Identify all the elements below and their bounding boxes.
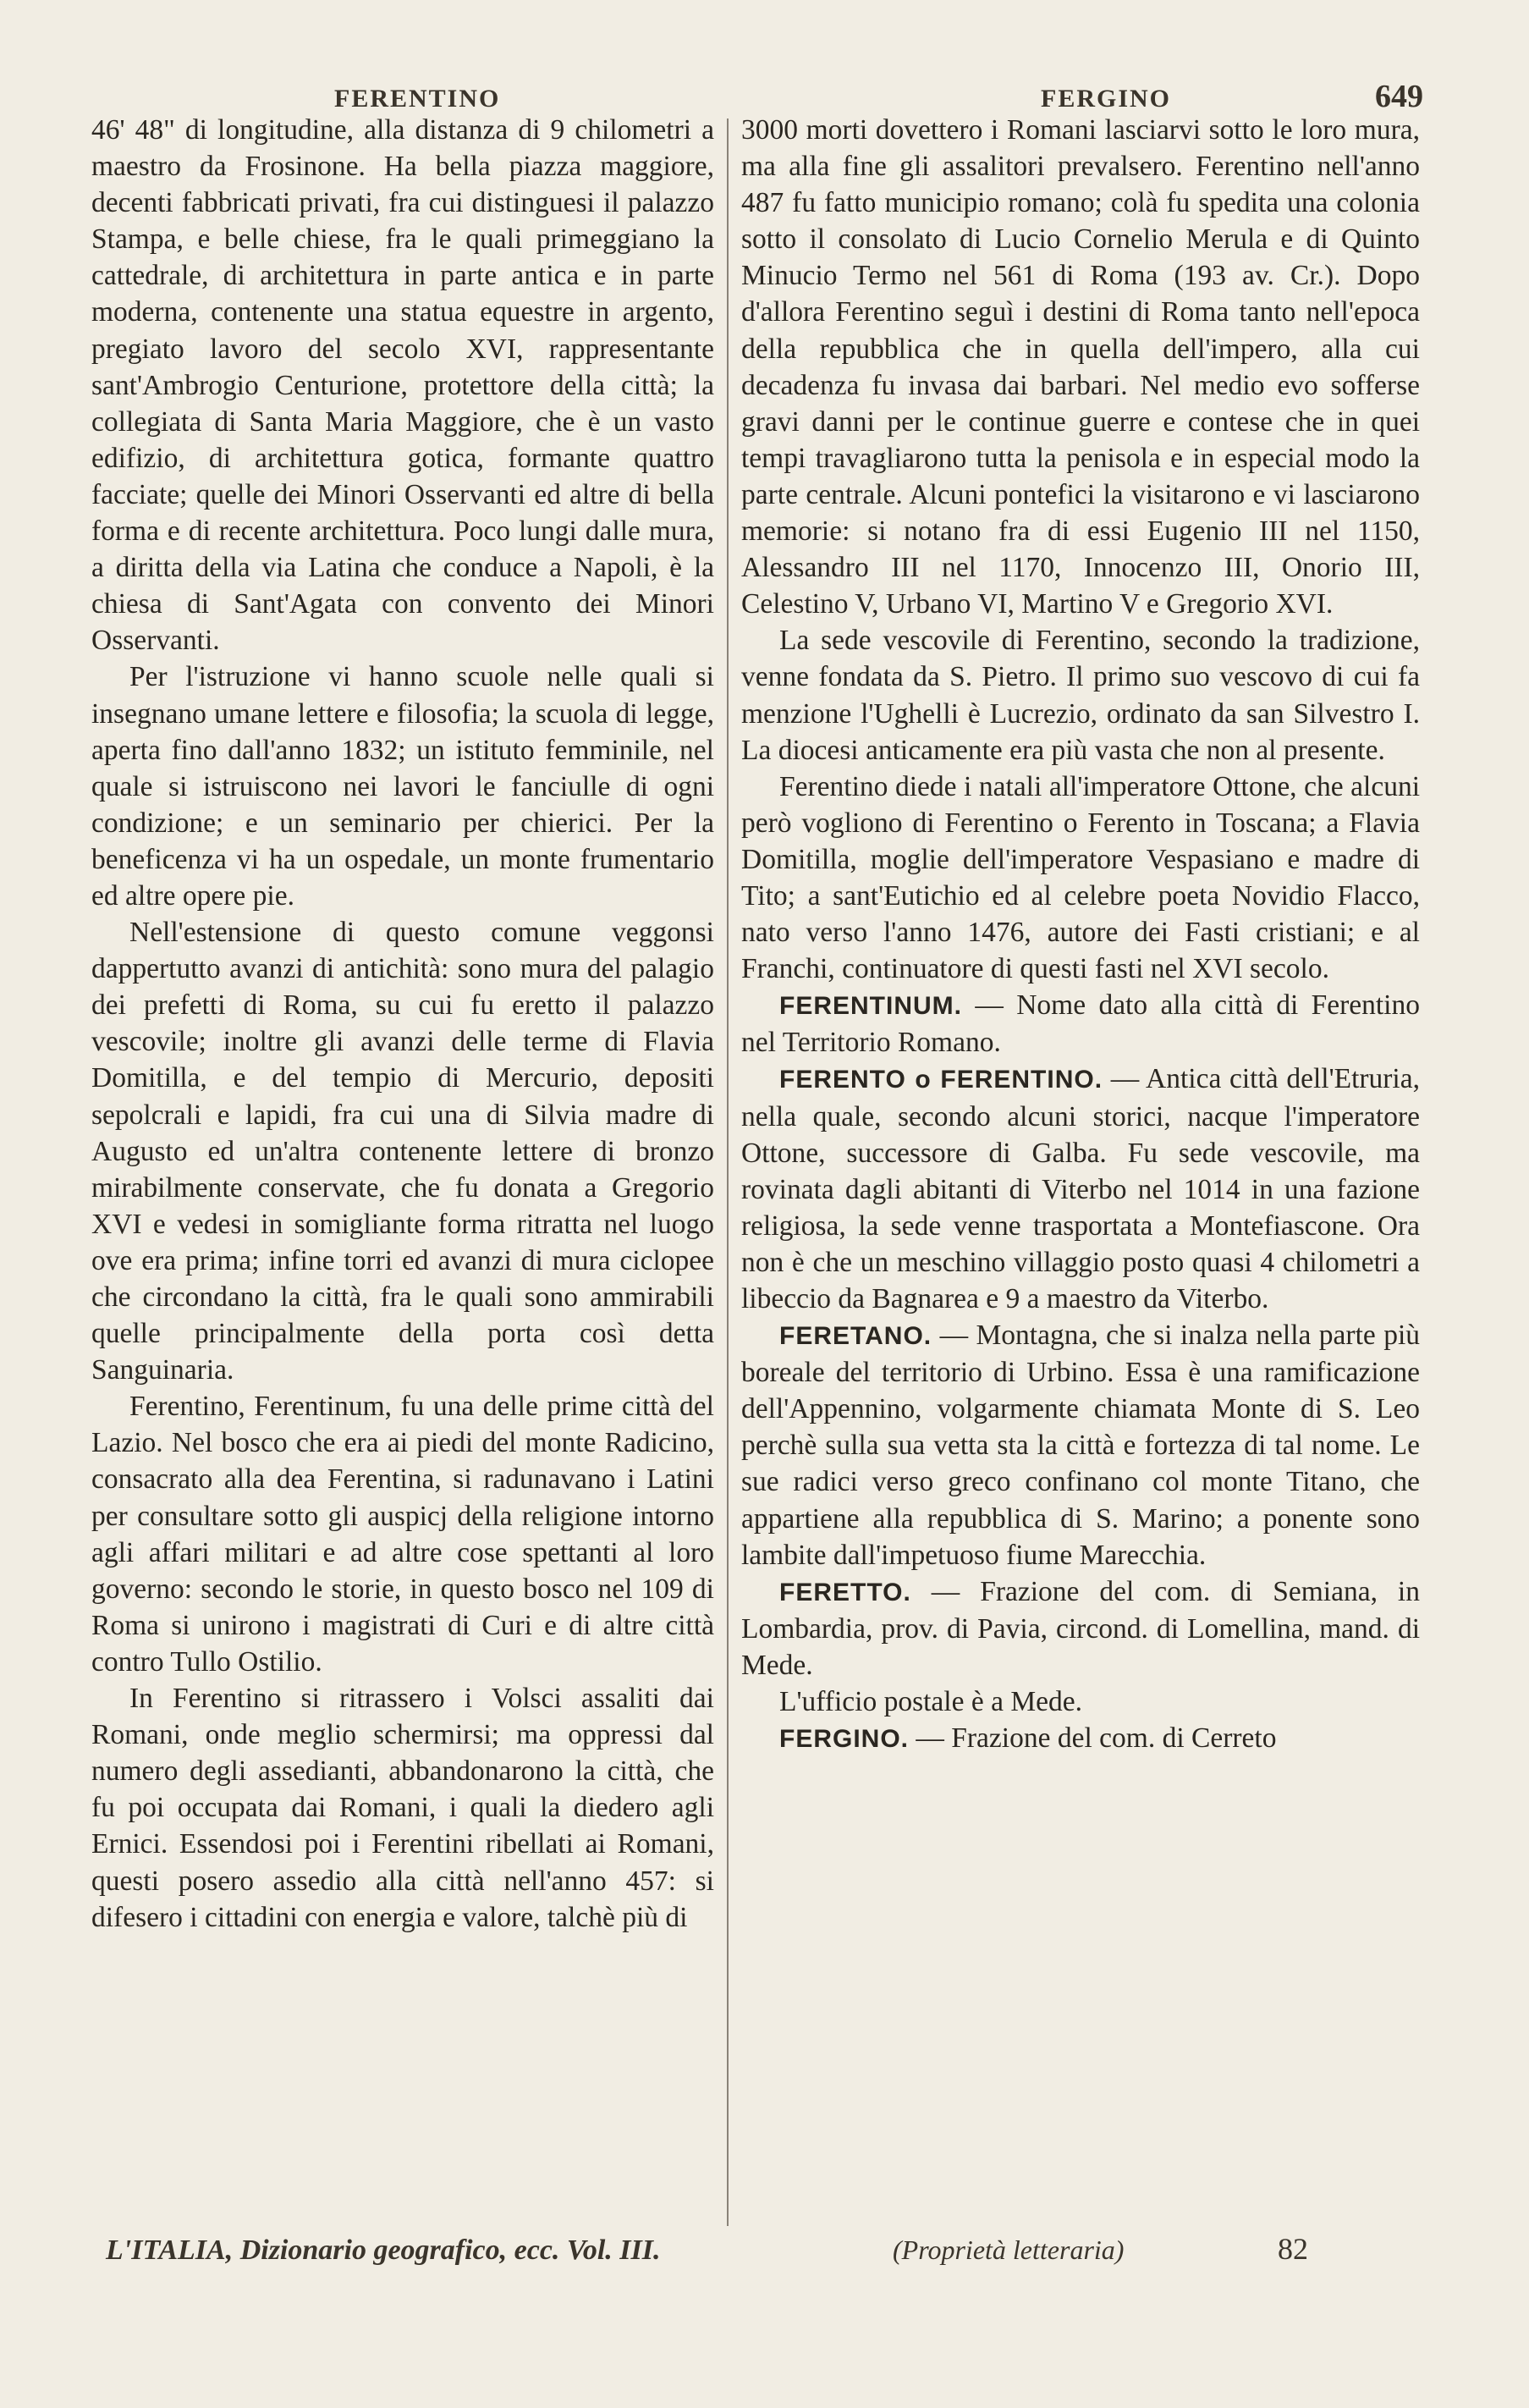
entry-feretto-note — [741, 1683, 1420, 1720]
entry-text: L'ufficio postale è a Mede. — [779, 1686, 1082, 1718]
paragraph: 46' 48" di longitudine, alla distanza di 9 chilometri a maestro da Frosinone. Ha bella piazza maggiore, decenti fabbricati privati, fra cui distinguesi il palazzo Stampa, e belle chiese, fra le quali primeggiano la cattedrale, di architettura in parte antica e in parte moderna, contenente una statua equestre in argento, pregiato lavoro del secolo XVI, rappresentante sant'Ambrogio Centurione, protettore della città; la collegiata di Santa Maria Maggiore, che è un vasto edifizio, di architettura gotica, formante quattro facciate; quelle dei Minori Osservanti ed altre di bella forma e di recente architettura. Poco lungi dalle mura, a diritta della via Latina che conduce a Napoli, è la chiesa di Sant'Agata con convento dei Minori Osservanti. — [91, 114, 714, 657]
entry-headword: FERETANO. — [779, 1322, 932, 1351]
page-number: 649 — [1375, 79, 1423, 114]
paragraph: In Ferentino si ritrassero i Volsci assaliti dai Romani, onde meglio schermirsi; ma oppressi dal numero degli assedianti, abbandonarono la città, che fu poi occupata dai Romani, i quali la diedero agli Ernici. Essendosi poi i Ferentini ribellati ai Romani, questi posero assedio alla città nell'anno 457: si difesero i cittadini con energia e valore, talchè più di — [91, 1683, 714, 1933]
entry-feretto — [741, 1573, 1420, 1683]
left-column — [91, 112, 714, 1936]
entry-text: — Frazione del com. di Cerreto — [916, 1722, 1277, 1755]
entry-headword: FERENTINUM. — [779, 992, 962, 1021]
paragraph: Nell'estensione di questo comune veggonsi dappertutto avanzi di antichità: sono mura del palagio dei prefetti di Roma, su cui fu eretto il palazzo vescovile; inoltre gli avanzi delle terme di Flavia Domitilla, e del tempio di Mercurio, depositi sepolcrali e lapidi, fra cui una di Silvia madre di Augusto ed un'altra contenente lettere di bronzo mirabilmente conservate, che fu donata a Gregorio XVI e vedesi in somigliante forma ritratta nel luogo ove era prima; infine torri ed avanzi di mura ciclopee che circondano la città, fra le quali sono ammirabili quelle principalmente della porta così detta Sanguinaria. — [91, 917, 714, 1386]
paragraph: Per l'istruzione vi hanno scuole nelle quali si insegnano umane lettere e filosofia; la scuola di legge, aperta fino dall'anno 1832; un istituto femminile, nel quale si istruiscono nei lavori le fanciulle di ogni condizione; e un seminario per chierici. Per la beneficenza vi ha un ospedale, un monte frumentario ed altre opere pie. — [91, 661, 714, 912]
entry-text: — Frazione del com. di Semiana, in Lombardia, prov. di Pavia, circond. di Lomellina, mand. di Mede. — [741, 1575, 1420, 1681]
entry-ferentinum — [741, 987, 1420, 1061]
entry-headword: FERENTO o FERENTINO. — [779, 1066, 1103, 1094]
column-divider — [727, 118, 729, 2226]
entry-fergino — [741, 1720, 1420, 1757]
footer-copyright: (Proprietà letteraria) — [893, 2234, 1125, 2265]
entry-text: — Montagna, che si inalza nella parte più boreale del territorio di Urbino. Essa è una ramificazione dell'Appennino, volgarmente chiamata Monte di S. Leo perchè sulla sua vetta sta la città e fortezza di tal nome. Le sue radici verso greco confinano col monte Titano, che appartiene alla repubblica di S. Marino; a ponente sono lambite dall'impetuoso fiume Marecchia. — [741, 1320, 1421, 1571]
footer-signature-number: 82 — [1278, 2232, 1308, 2266]
entry-ferento — [741, 1061, 1420, 1317]
entry-headword: FERGINO. — [779, 1725, 910, 1754]
paragraph: La sede vescovile di Ferentino, secondo la tradizione, venne fondata da S. Pietro. Il primo suo vescovo di cui fa menzione l'Ughelli è Lucrezio, ordinato da san Silvestro I. La diocesi anticamente era più vasta che non al presente. — [741, 625, 1420, 766]
right-column — [741, 112, 1420, 1757]
entry-text: — Antica città dell'Etruria, nella quale, secondo alcuni storici, nacque l'imperatore Ottone, successore di Galba. Fu sede vescovile, ma rovinata dagli abitanti di Viterbo nel 1014 in una fazione religiosa, la sede venne trasportata a Montefiascone. Ora non è che un meschino villaggio posto quasi 4 chilometri a libeccio da Bagnarea e 9 a maestro da Viterbo. — [741, 1063, 1420, 1314]
paragraph: Ferentino diede i natali all'imperatore Ottone, che alcuni però vogliono di Ferentino o Ferento in Toscana; a Flavia Domitilla, moglie dell'imperatore Vespasiano e madre di Tito; a sant'Eutichio ed al celebre poeta Novidio Flacco, nato verso l'anno 1476, autore dei Fasti cristiani; e al Franchi, continuatore di questi fasti nel XVI secolo. — [741, 770, 1420, 985]
running-head-right: FERGINO — [1041, 85, 1172, 113]
running-head-left: FERENTINO — [334, 85, 501, 113]
paragraph: 3000 morti dovettero i Romani lasciarvi sotto le loro mura, ma alla fine gli assalitori prevalsero. Ferentino nell'anno 487 fu fatto municipio romano; colà fu spedita una colonia sotto il consolato di Lucio Cornelio Merula e di Quinto Minucio Termo nel 561 di Roma (193 av. Cr.). Dopo d'allora Ferentino seguì i destini di Roma tanto nell'epoca della repubblica che in quella dell'impero, alla cui decadenza fu invasa dai barbari. Nel medio evo sofferse gravi danni per le continue guerre e contese che in quei tempi travagliarono tutta la penisola e in especial modo la parte centrale. Alcuni pontefici la visitarono e vi lasciarono memorie: si notano fra di essi Eugenio III nel 1150, Alessandro III nel 1170, Innocenzo III, Onorio III, Celestino V, Urbano VI, Martino V e Gregorio XVI. — [741, 114, 1420, 620]
entry-feretano — [741, 1317, 1420, 1573]
footer-publication: L'ITALIA, Dizionario geografico, ecc. Vol. III. — [106, 2234, 661, 2266]
paragraph: Ferentino, Ferentinum, fu una delle prime città del Lazio. Nel bosco che era ai piedi del monte Radicino, consacrato alla dea Ferentina, si radunavano i Latini per consultare sotto gli auspicj della religione intorno agli affari militari e ad altre cose spettanti al loro governo: secondo le storie, in questo bosco nel 109 di Roma si unirono i magistrati di Curi e di altre città contro Tullo Ostilio. — [91, 1391, 714, 1678]
entry-headword: FERETTO. — [779, 1578, 911, 1606]
entry-text: — Nome dato alla città di Ferentino nel Territorio Romano. — [741, 989, 1420, 1059]
